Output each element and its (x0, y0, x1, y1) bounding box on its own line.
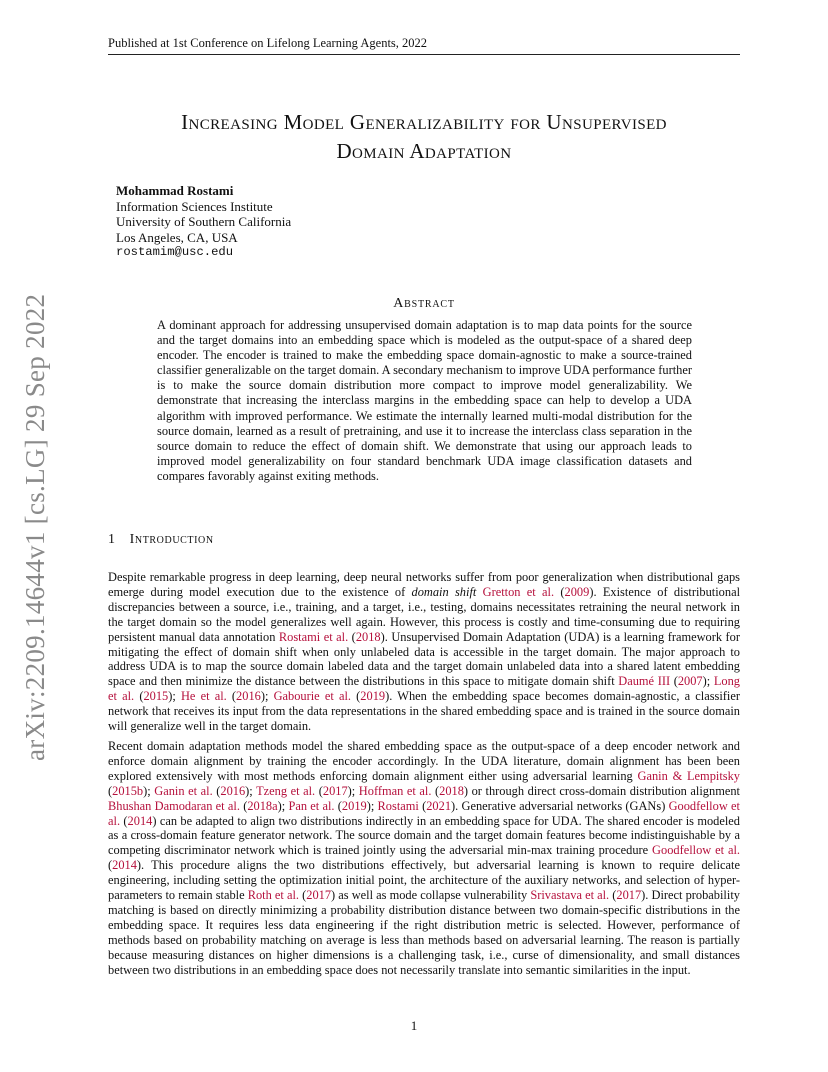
page-number: 1 (410, 1018, 418, 1033)
citation-link[interactable]: Rostami (377, 798, 419, 813)
citation-year-link[interactable]: 2018 (355, 629, 381, 644)
citation-link[interactable]: Daumé III (618, 674, 671, 689)
citation-link[interactable]: Gabourie et al. (273, 689, 351, 704)
citation-link[interactable]: Bhushan Damodaran et al. (108, 798, 240, 813)
author-location: Los Angeles, CA, USA (116, 229, 238, 245)
citation-year-link[interactable]: 2014 (112, 858, 137, 873)
citation-year-link[interactable]: 2014 (127, 813, 153, 828)
citation-link[interactable]: Rostami et al. (278, 629, 349, 644)
citation-link[interactable]: Tzeng et al. (256, 783, 316, 798)
citation-year-link[interactable]: 2019 (360, 689, 386, 704)
arxiv-identifier[interactable]: arXiv:2209.14644v1 [cs.LG] 29 Sep 2022 (20, 293, 50, 761)
citation-year-link[interactable]: 2018 (439, 783, 464, 798)
abstract-text: A dominant approach for addressing unsupervised domain adaptation is to map data points for the source and the target domains into an embedding space which is modeled as the output-space of a shared deep encoder. The encoder is trained to make the embedding space domain-agnostic to make a source-trained classifier generalizable on the target domain. A secondary mechanism to improve UDA performance further is to make the source domain distribution more compact to improve model generalizability. We demonstrate that increasing the interclass margins in the embedding space can help to develop a UDA algorithm with improved performance. We estimate the internally learned multi-modal distribution for the source domain, learned as a result of pretraining, and use it to increase the interclass class separation in the source domain to reduce the effect of domain shift. We demonstrate that using our approach leads to improved model generalizability on four standard benchmark UDA image classification datasets and compares favorably against exiting methods. (157, 318, 692, 483)
citation-year-link[interactable]: 2016 (236, 689, 261, 704)
title-line-2: Domain Adaptation (336, 139, 512, 163)
paper-title (108, 108, 740, 166)
intro-paragraph-1: Despite remarkable progress in deep learning, deep neural networks suffer from poor generalization when distributional gaps emerge during model execution due to the existence of domain shift Gretton et al. (2009). Existence of distributional discrepancies between a source, i.e., training, and a target, i.e., testing, domains necessitates retraining the neural network in the target domain so the model generalizes well again. However, this process is costly and time-consuming due to requiring persistent manual data annotation Rostami et al. (2018). Unsupervised Domain Adaptation (UDA) is a learning framework for mitigating the effect of domain shift when only unlabeled data is accessible in the target domain. The major approach to address UDA is to map the source domain labeled data and the target domain unlabeled data into a shared latent embedding space and then minimize the distance between the distributions in this space to mitigate domain shift Daumé III (2007); Long et al. (2015); He et al. (2016); Gabourie et al. (2019). When the embedding space becomes domain-agnostic, a classifier network that receives its input from the data representations in the shared embedding space and is trained in the source domain will generalize well in the target domain. (108, 570, 741, 734)
intro-paragraph-2: Recent domain adaptation methods model the shared embedding space as the output-space of a deep encoder network and enforce domain alignment by training the encoder accordingly. In the UDA literature, domain alignment has been been explored extensively with most methods enforcing domain alignment either using adversarial learning Ganin & Lempitsky (2015b); Ganin et al. (2016); Tzeng et al. (2017); Hoffman et al. (2018) or through direct cross-domain distribution alignment Bhushan Damodaran et al. (2018a); Pan et al. (2019); Rostami (2021). Generative adversarial networks (GANs) Goodfellow et al. (2014) can be adapted to align two distributions indirectly in an embedding space for UDA. The shared encoder is modeled as a cross-domain feature generator network. The source domain and the target domain features become indistinguishable by a competing discriminator network which is trained jointly using the adversarial min-max training procedure Goodfellow et al. (2014). This procedure aligns the two distributions effectively, but adversarial learning is known to require delicate engineering, including setting the optimization initial point, the architecture of the auxiliary networks, and selection of hyper-parameters to remain stable Roth et al. (2017) as well as mode collapse vulnerability Srivastava et al. (2017). Direct probability matching is based on directly minimizing a probability distribution distance between two domain-specific distributions in the embedding space. It requires less data engineering if the right distribution metric is selected. However, performance of methods based on probability matching on average is less than methods based on adversarial learning. The reason is partially because measuring distances on higher dimensions is a challenging task, i.e., curse of dimensionality, and small distances between two distributions in an embedding space does not necessarily translate into semantic similarities in the input. (108, 739, 741, 977)
citation-link[interactable]: Ganin et al. (154, 783, 213, 798)
section-heading-introduction (108, 532, 214, 548)
citation-year-link[interactable]: 2021 (426, 798, 452, 813)
citation-year-link[interactable]: 2017 (616, 888, 642, 903)
author-affiliation: Information Sciences Institute (116, 198, 273, 214)
citation-year-link[interactable]: 2015 (143, 689, 169, 704)
citation-link[interactable]: Goodfellow et al. (108, 798, 740, 828)
citation-year-link[interactable]: 2015b (112, 783, 144, 798)
citation-year-link[interactable]: 2007 (677, 674, 703, 689)
section-number: 1 (108, 532, 116, 547)
citation-link[interactable]: Srivastava et al. (530, 888, 610, 903)
conference-header: Published at 1st Conference on Lifelong Learning Agents, 2022 (108, 36, 740, 55)
citation-link[interactable]: Hoffman et al. (358, 783, 432, 798)
citation-year-link[interactable]: 2019 (341, 798, 367, 813)
citation-year-link[interactable]: 2017 (322, 783, 348, 798)
author-email[interactable]: rostamim@usc.edu (116, 245, 234, 260)
section-title: Introduction (129, 532, 214, 547)
author-name: Mohammad Rostami (116, 183, 234, 198)
author-university: University of Southern California (116, 214, 292, 230)
citation-year-link[interactable]: 2009 (564, 584, 590, 599)
citation-link[interactable]: Roth et al. (247, 888, 300, 903)
title-line-1: Increasing Model Generalizability for Unsupervised (181, 110, 667, 134)
citation-link[interactable]: Long et al. (108, 674, 740, 704)
citation-year-link[interactable]: 2016 (220, 783, 246, 798)
abstract-heading: Abstract (393, 296, 455, 311)
citation-link[interactable]: He et al. (180, 689, 227, 704)
citation-link[interactable]: Goodfellow et al. (652, 843, 741, 858)
citation-year-link[interactable]: 2018a (247, 798, 278, 813)
citation-year-link[interactable]: 2017 (306, 888, 332, 903)
citation-link[interactable]: Ganin & Lempitsky (637, 768, 740, 783)
citation-link[interactable]: Pan et al. (288, 798, 335, 813)
citation-link[interactable]: Gretton et al. (482, 584, 555, 599)
author-block (116, 183, 291, 261)
